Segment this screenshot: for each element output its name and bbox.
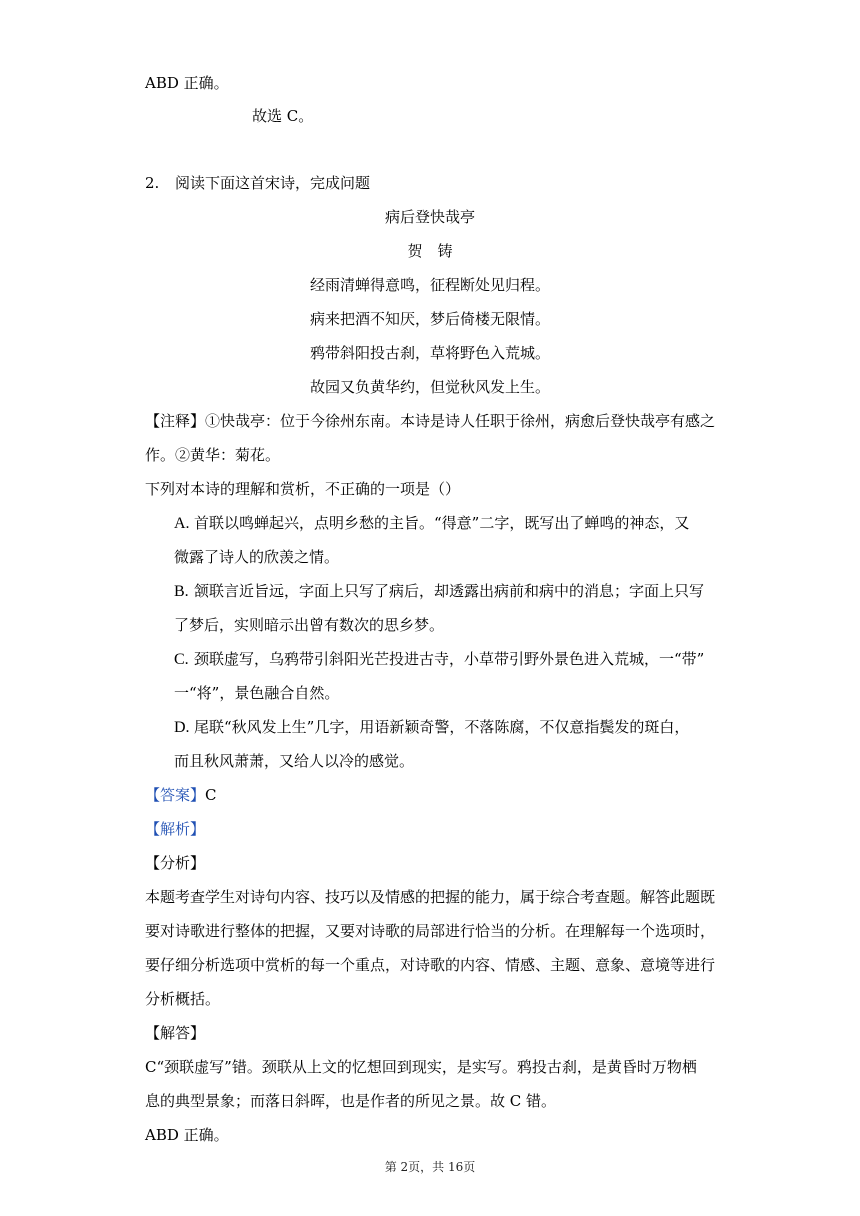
fenxi-line: 本题考查学生对诗句内容、技巧以及情感的把握的能力，属于综合考查题。解答此题既 — [145, 888, 716, 906]
fenxi-tag: 【分析】 — [145, 854, 206, 872]
option-label: A. — [174, 515, 190, 532]
jieda-line: C“颈联虚写”错。颈联从上文的忆想回到现实，是实写。鸦投古刹，是黄昏时万物栖 — [145, 1058, 697, 1076]
option-text: 尾联“秋风发上生”几字，用语新颖奇警，不落陈腐，不仅意指鬓发的斑白， — [194, 718, 690, 736]
option-label: D. — [174, 719, 190, 736]
option-a — [174, 513, 689, 534]
question-stem: 下列对本诗的理解和赏析，不正确的一项是（） — [145, 480, 461, 498]
jieda-tag: 【解答】 — [145, 1024, 206, 1042]
option-text: 首联以鸣蝉起兴，点明乡愁的主旨。“得意”二字，既写出了蝉鸣的神态，又 — [194, 514, 690, 532]
answer-tag: 【答案】 — [145, 786, 206, 804]
fenxi-line: 要对诗歌进行整体的把握，又要对诗歌的局部进行恰当的分析。在理解每一个选项时， — [145, 922, 716, 940]
note-line: 作。②黄华：菊花。 — [145, 446, 281, 464]
fenxi-line: 要仔细分析选项中赏析的每一个重点，对诗歌的内容、情感、主题、意象、意境等进行 — [145, 956, 716, 974]
option-text: 颈联虚写，乌鸦带引斜阳光芒投进古寺，小草带引野外景色进入荒城，一“带” — [194, 650, 705, 668]
question-number: 2. — [145, 174, 160, 192]
poem-line: 病来把酒不知厌，梦后倚楼无限情。 — [309, 310, 550, 328]
option-label: B. — [174, 583, 189, 600]
jieda-line: 息的典型景象；而落日斜晖，也是作者的所见之景。故 C 错。 — [145, 1092, 557, 1110]
answer-value: C — [205, 786, 217, 804]
option-b — [174, 581, 704, 602]
note-line: 【注释】①快哉亭：位于今徐州东南。本诗是诗人任职于徐州，病愈后登快哉亭有感之 — [145, 412, 716, 430]
prev-answer-tail: ABD 正确。 — [145, 74, 229, 92]
option-c-cont: 一“将”，景色融合自然。 — [174, 684, 340, 702]
jieda-line: ABD 正确。 — [145, 1126, 229, 1144]
option-b-cont: 了梦后，实则暗示出曾有数次的思乡梦。 — [174, 616, 445, 634]
page-footer: 第 2页，共 16页 — [384, 1160, 476, 1174]
option-d-cont: 而且秋风萧萧，又给人以冷的感觉。 — [174, 752, 415, 770]
question-prompt: 阅读下面这首宋诗，完成问题 — [175, 174, 371, 192]
poem-line: 故园又负黄华约，但觉秋风发上生。 — [309, 378, 550, 396]
poem-line: 经雨清蝉得意鸣，征程断处见归程。 — [309, 276, 550, 294]
fenxi-line: 分析概括。 — [145, 990, 221, 1008]
option-a-cont: 微露了诗人的欣羡之情。 — [174, 548, 340, 566]
poem-author: 贺 铸 — [407, 242, 453, 260]
answer-line — [145, 785, 217, 805]
prev-choose: 故选 C。 — [252, 107, 314, 125]
option-c — [174, 649, 704, 670]
option-text: 颔联言近旨远，字面上只写了病后，却透露出病前和病中的消息；字面上只写 — [194, 582, 705, 600]
option-label: C. — [174, 651, 189, 668]
option-d — [174, 717, 689, 738]
poem-line: 鸦带斜阳投古刹，草将野色入荒城。 — [309, 344, 550, 362]
analysis-tag: 【解析】 — [145, 820, 206, 838]
question-header — [145, 173, 370, 193]
poem-title: 病后登快哉亭 — [384, 208, 475, 226]
